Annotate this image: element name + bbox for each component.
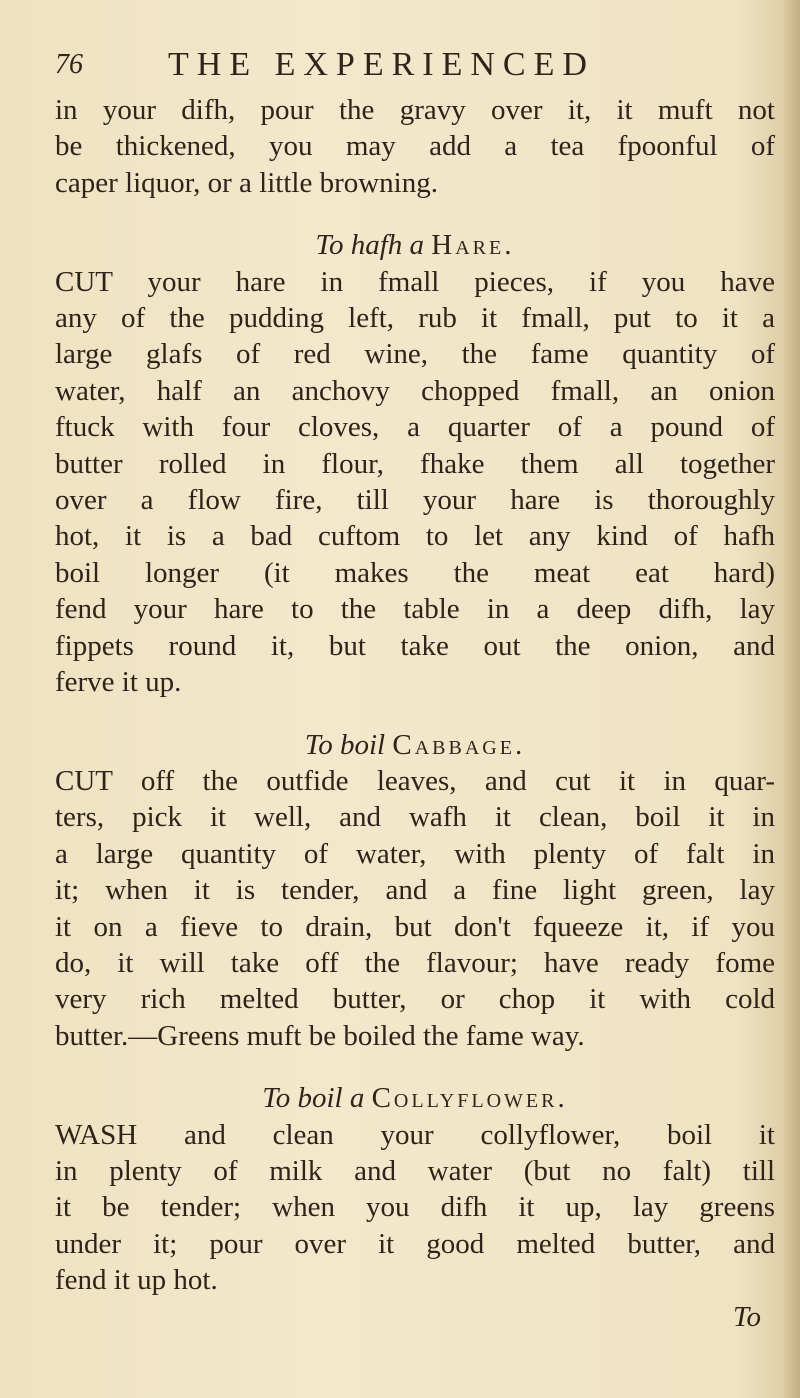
text-line: a large quantity of water, with plenty of falt in (55, 837, 775, 870)
text-line: hot, it is a bad cuftom to let any kind of hafh (55, 520, 775, 553)
text-line: in plenty of milk and water (but no falt) till (55, 1154, 775, 1187)
spacer (55, 1054, 775, 1080)
text-line: water, half an anchovy chopped fmall, an onion (55, 374, 775, 407)
text-line: WASH and clean your collyflower, boil it (55, 1118, 775, 1151)
heading-caps: Hare. (431, 229, 515, 262)
heading-italic: To boil a (262, 1082, 365, 1115)
page-number: 76 (55, 49, 83, 80)
text-line: ftuck with four cloves, a quarter of a pound of (55, 411, 775, 444)
text-line: fippets round it, but take out the onion, and (55, 629, 775, 662)
text-line: it on a fieve to drain, but don't fqueeze it, if you (55, 910, 775, 943)
heading-caps: Collyflower. (371, 1082, 568, 1115)
text-line: do, it will take off the flavour; have ready fome (55, 946, 775, 979)
recipe-heading (55, 227, 775, 263)
text-line: very rich melted butter, or chop it with cold (55, 983, 775, 1016)
text-line: caper liquor, or a little browning. (55, 166, 438, 199)
running-header (55, 40, 755, 90)
spacer (55, 201, 775, 227)
text-line: CUT your hare in fmall pieces, if you have (55, 265, 775, 298)
recipe-heading (55, 1080, 775, 1116)
running-head-title: THE EXPERIENCED (168, 46, 595, 83)
text-line: it be tender; when you difh it up, lay greens (55, 1191, 775, 1224)
heading-caps: Cabbage. (392, 728, 526, 761)
text-line: butter.—Greens muft be boiled the fame way. (55, 1019, 585, 1052)
text-line: under it; pour over it good melted butter, and (55, 1227, 775, 1260)
page-edge-shadow (782, 0, 800, 1398)
text-line: CUT off the outfide leaves, and cut it in quar- (55, 764, 775, 797)
recipe-heading (55, 727, 775, 763)
heading-italic: To boil (304, 728, 386, 761)
text-line: any of the pudding left, rub it fmall, put to it a (55, 302, 775, 335)
text-line: over a flow fire, till your hare is thoroughly (55, 484, 775, 517)
text-line: it; when it is tender, and a fine light green, lay (55, 874, 775, 907)
spacer (55, 701, 775, 727)
text-line: be thickened, you may add a tea fpoonful of (55, 130, 775, 163)
text-line: butter rolled in flour, fhake them all together (55, 447, 775, 480)
text-line: ferve it up. (55, 666, 182, 699)
text-line: fend your hare to the table in a deep difh, lay (55, 593, 775, 626)
catchword: To (733, 1300, 761, 1333)
text-line: large glafs of red wine, the fame quantity of (55, 338, 775, 371)
heading-italic: To hafh a (315, 229, 425, 262)
page-text (55, 92, 775, 1335)
text-line: ters, pick it well, and wafh it clean, boil it in (55, 801, 775, 834)
text-line: fend it up hot. (55, 1264, 218, 1297)
text-line: boil longer (it makes the meat eat hard) (55, 556, 775, 589)
text-line: in your difh, pour the gravy over it, it muft not (55, 94, 775, 126)
